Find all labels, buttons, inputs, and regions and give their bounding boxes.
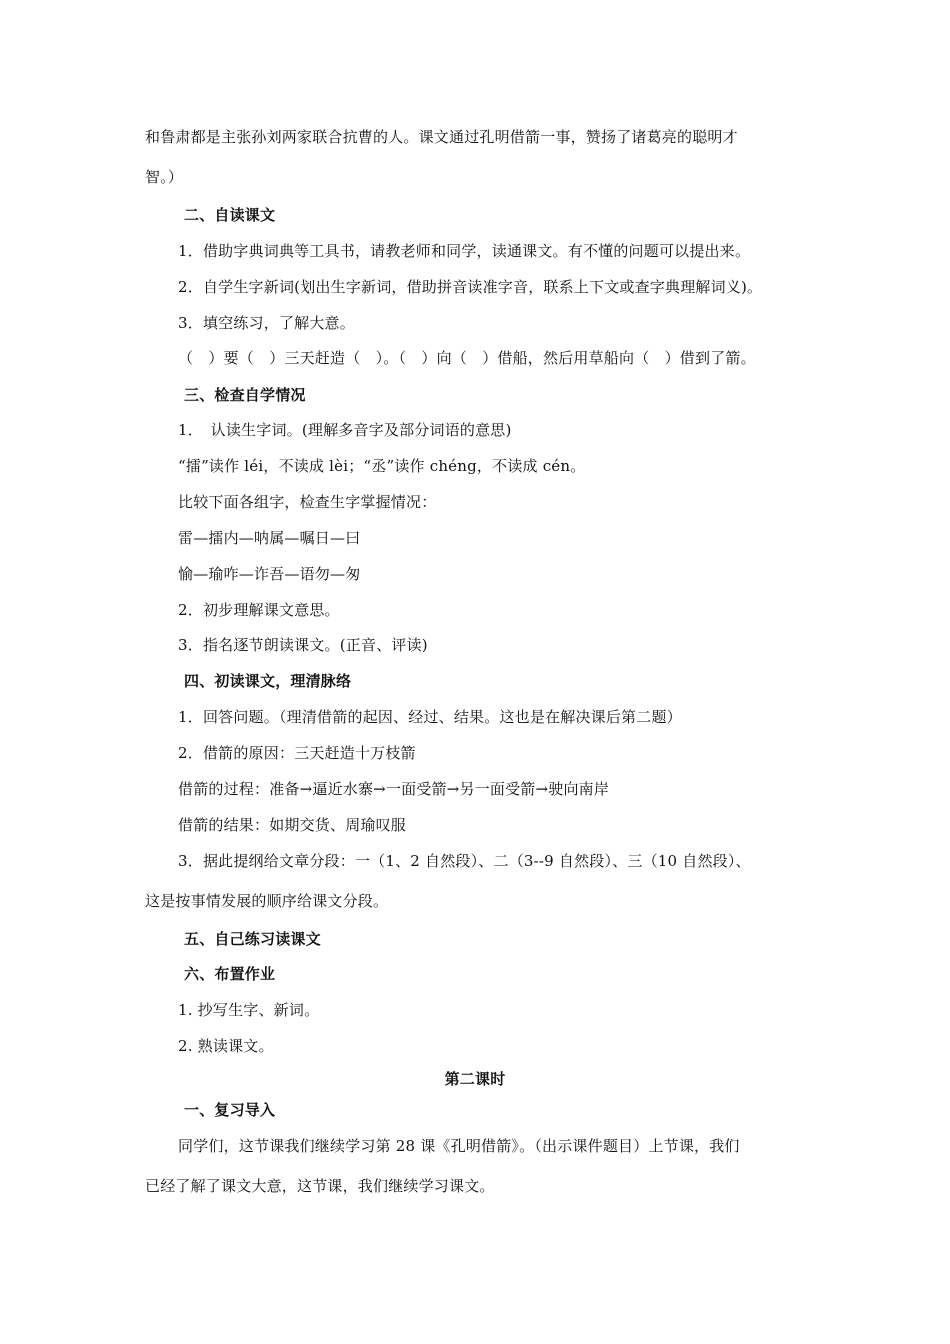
section-5-heading: 五、自己练习读课文 — [184, 930, 321, 948]
section-3-pronunciation: “擂”读作 léi，不读成 lèi；“丞”读作 chéng，不读成 cén。 — [178, 457, 586, 475]
section-2-item-3: 3．填空练习，了解大意。 — [178, 314, 355, 332]
section-3-group-1: 雷—擂内—呐属—嘱日—曰 — [178, 529, 361, 547]
section-2-item-1: 1．借助字典词典等工具书，请教老师和同学，读通课文。有不懂的问题可以提出来。 — [178, 242, 751, 260]
section-3-group-2: 愉—瑜咋—诈吾—语勿—匆 — [178, 565, 361, 583]
lesson-2-section-1-heading: 一、复习导入 — [184, 1101, 276, 1119]
section-3-compare: 比较下面各组字，检查生字掌握情况： — [178, 493, 437, 511]
intro-line-2: 智。） — [145, 168, 184, 186]
section-3-item-3: 3．指名逐节朗读课文。(正音、评读) — [178, 636, 428, 654]
section-4-item-3-line-1: 3．据此提纲给文章分段：一（1、2 自然段）、二（3--9 自然段）、三（10 自然段）、 — [178, 852, 751, 870]
section-4-item-2: 2．借箭的原因：三天赶造十万枝箭 — [178, 744, 416, 762]
section-3-heading: 三、检查自学情况 — [184, 386, 306, 404]
section-6-item-2: 2. 熟读课文。 — [178, 1037, 274, 1055]
section-4-item-3-line-2: 这是按事情发展的顺序给课文分段。 — [145, 892, 389, 910]
section-4-item-1: 1．回答问题。（理清借箭的起因、经过、结果。这也是在解决课后第二题） — [178, 708, 682, 726]
intro-line-1: 和鲁肃都是主张孙刘两家联合抗曹的人。课文通过孔明借箭一事，赞扬了诸葛亮的聪明才 — [145, 128, 738, 146]
lesson-2-paragraph-line-2: 已经了解了课文大意，这节课，我们继续学习课文。 — [145, 1177, 495, 1195]
section-4-heading: 四、初读课文，理清脉络 — [184, 672, 352, 690]
section-6-heading: 六、布置作业 — [184, 965, 276, 983]
lesson-2-paragraph-line-1: 同学们，这节课我们继续学习第 28 课《孔明借箭》。（出示课件题目）上节课，我们 — [178, 1137, 740, 1155]
section-4-process: 借箭的过程：准备→逼近水寨→一面受箭→另一面受箭→驶向南岸 — [178, 780, 610, 798]
section-2-heading: 二、自读课文 — [184, 206, 276, 224]
section-3-item-2: 2．初步理解课文意思。 — [178, 601, 340, 619]
section-3-item-1: 1． 认读生字词。(理解多音字及部分词语的意思) — [178, 421, 512, 439]
section-4-result: 借箭的结果：如期交货、周瑜叹服 — [178, 816, 407, 834]
section-6-item-1: 1. 抄写生字、新词。 — [178, 1001, 320, 1019]
lesson-2-title: 第二课时 — [444, 1070, 506, 1088]
section-2-fill-blank: （ ）要（ ）三天赶造（ ）。（ ）向（ ）借船，然后用草船向（ ）借到了箭。 — [178, 349, 756, 367]
section-2-item-2: 2．自学生字新词(划出生字新词，借助拼音读准字音，联系上下文或查字典理解词义)。 — [178, 278, 763, 296]
